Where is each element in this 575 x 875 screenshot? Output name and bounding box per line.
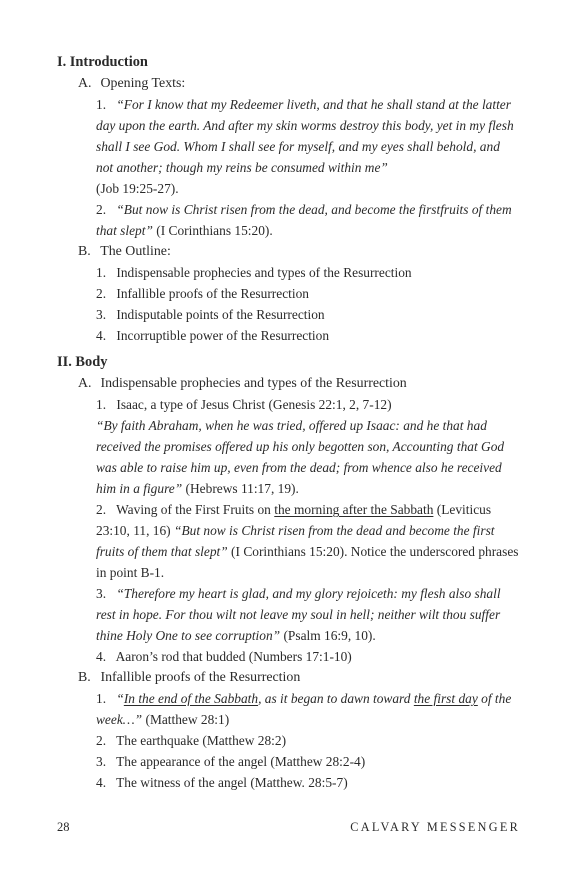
opening-text-2 [96, 199, 520, 241]
item-label: 4. [96, 328, 107, 343]
underlined-phrase: the first day [413, 691, 478, 706]
item-text: Incorruptible power of the Resurrection [116, 328, 330, 343]
item-label: 2. [96, 202, 107, 217]
publication-name: CALVARY MESSENGER [350, 820, 520, 834]
item-label: 1. [96, 691, 107, 706]
item-label: 2. [96, 286, 107, 301]
document-page [57, 52, 520, 793]
subsection-title: Opening Texts: [100, 76, 186, 91]
item-label: 1. [96, 397, 107, 412]
item-label: 3. [96, 307, 107, 322]
section-heading-body: II. Body [57, 354, 108, 370]
prophecy-item-2 [96, 499, 520, 583]
opening-text-1 [96, 94, 520, 199]
item-text: Indispensable prophecies and types of the Resurrection [116, 265, 412, 280]
item-label: 3. [96, 586, 107, 601]
item-text: Isaac, a type of Jesus Christ (Genesis 22:1, 2, 7-12) [116, 397, 392, 412]
item-text: (Leviticus 23:10, 11, 16) [96, 502, 492, 538]
subsection-prophecies [78, 373, 520, 394]
proof-item-1 [96, 688, 520, 730]
scripture-reference: (I Corinthians 15:20). [156, 223, 273, 238]
scripture-reference: (Job 19:25-27). [96, 181, 179, 196]
outline-item [96, 283, 520, 304]
item-text: The witness of the angel (Matthew. 28:5-7) [116, 775, 348, 790]
subsection-label: A. [78, 376, 92, 391]
item-text: The earthquake (Matthew 28:2) [116, 733, 287, 748]
page-number: 28 [57, 820, 70, 834]
item-label: 1. [96, 97, 107, 112]
section-heading-introduction: I. Introduction [57, 54, 148, 70]
subsection-label: B. [78, 670, 91, 685]
item-label: 2. [96, 733, 107, 748]
subsection-outline [78, 241, 520, 262]
subsection-title: Indispensable prophecies and types of the Resurrection [100, 376, 407, 391]
proof-item [96, 751, 520, 772]
item-label: 4. [96, 775, 107, 790]
scripture-reference: (Matthew 28:1) [145, 712, 230, 727]
item-text: Infallible proofs of the Resurrection [116, 286, 309, 301]
item-label: 4. [96, 649, 107, 664]
prophecy-item-1 [96, 394, 520, 499]
subsection-label: B. [78, 244, 91, 259]
quote-open: “ [116, 691, 124, 706]
subsection-opening-texts [78, 73, 520, 94]
scripture-quote: “For I know that my Redeemer liveth, and that he shall stand at the latter day upon the earth. And after my skin worms destroy this body, yet in my flesh shall I see God. Whom I shall see for myself, and my eyes shall behold, and not another; though my reins be consumed within me” [96, 97, 514, 175]
subsection-title: The Outline: [100, 244, 171, 259]
outline-item [96, 262, 520, 283]
outline-item [96, 304, 520, 325]
subsection-title: Infallible proofs of the Resurrection [100, 670, 301, 685]
item-label: 2. [96, 502, 107, 517]
scripture-quote: “Therefore my heart is glad, and my glory rejoiceth: my flesh also shall rest in hope. For thou wilt not leave my soul in hell; neither wilt thou suffer thine Holy One to see corruption” [96, 586, 501, 643]
scripture-quote: of the week…” [96, 691, 512, 727]
prophecy-item-4 [96, 646, 520, 667]
prophecy-item-3 [96, 583, 520, 646]
item-label: 1. [96, 265, 107, 280]
item-text: (I Corinthians 15:20). Notice the underscored phrases in point B-1. [96, 544, 519, 580]
underlined-phrase: In the end of the Sabbath [123, 691, 259, 706]
scripture-quote: , as it began to dawn toward [258, 691, 411, 706]
proof-item [96, 730, 520, 751]
item-text: Aaron’s rod that budded (Numbers 17:1-10) [115, 649, 352, 664]
scripture-quote: “But now is Christ risen from the dead, and become the firstfruits of them that slept” [96, 202, 512, 238]
underlined-phrase: the morning after the Sabbath [274, 502, 434, 517]
item-text: Indisputable points of the Resurrection [116, 307, 325, 322]
scripture-reference: (Psalm 16:9, 10). [283, 628, 376, 643]
item-text: Waving of the First Fruits on [116, 502, 271, 517]
proof-item [96, 772, 520, 793]
subsection-label: A. [78, 76, 92, 91]
item-label: 3. [96, 754, 107, 769]
subsection-proofs [78, 667, 520, 688]
item-text: The appearance of the angel (Matthew 28:2-4) [116, 754, 366, 769]
outline-item [96, 325, 520, 346]
scripture-quote: “By faith Abraham, when he was tried, offered up Isaac: and he that had received the promises offered up his only begotten son, Accounting that God was able to raise him up, even from the dead; from whence also he received him in a figure” [96, 418, 505, 496]
scripture-reference: (Hebrews 11:17, 19). [185, 481, 299, 496]
scripture-quote: “But now is Christ risen from the dead and become the first fruits of them that slept” [96, 523, 495, 559]
